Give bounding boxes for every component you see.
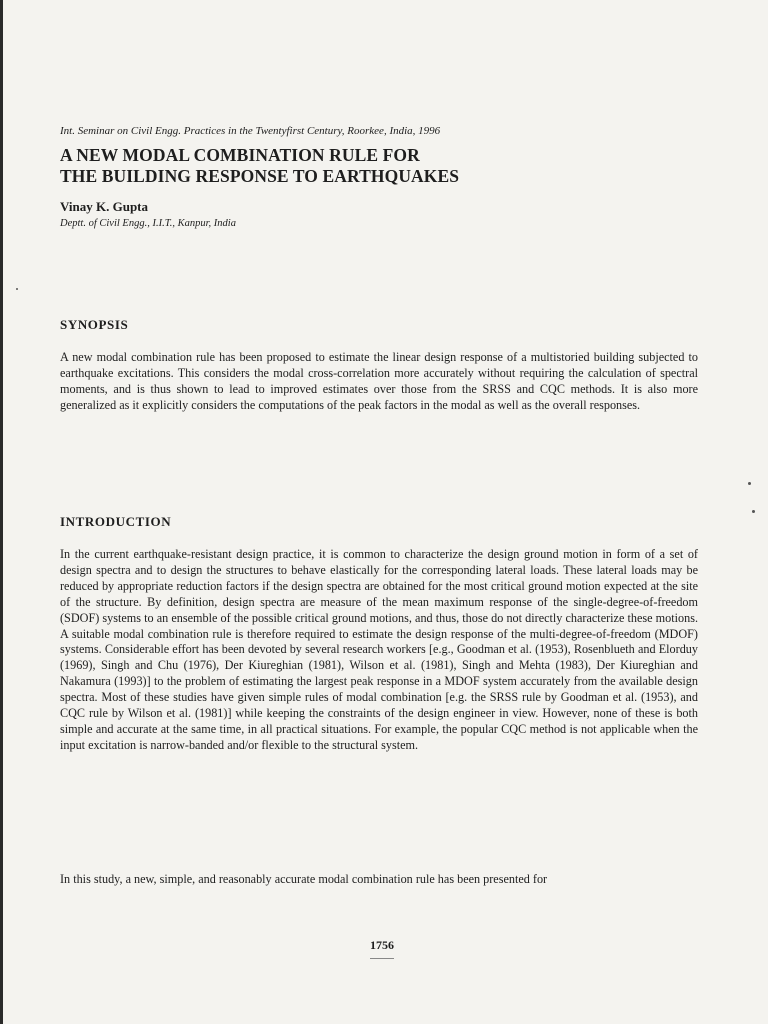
scan-edge-line: [0, 0, 3, 1024]
title-line-2: THE BUILDING RESPONSE TO EARTHQUAKES: [60, 166, 460, 186]
scan-speck: [748, 482, 751, 485]
page-number: 1756: [370, 938, 394, 952]
author-affiliation: Deptt. of Civil Engg., I.I.T., Kanpur, India: [60, 218, 236, 229]
introduction-paragraph-1: In the current earthquake-resistant design practice, it is common to characterize the design ground motion in form of a set of design spectra and to design the structures to behave elastically for the corresponding lateral loads. These lateral loads may be reduced by appropriate reduction factors if the design spectra are obtained for the most critical ground motion expected at the site of the structure. By definition, design spectra are measure of the mean maximum response of the single-degree-of-freedom (SDOF) systems to an ensemble of the possible critical ground motions, and thus, those do not directly characterize these motions. A suitable modal combination rule is therefore required to estimate the design response of the multi-degree-of-freedom (MDOF) systems. Considerable effort has been devoted by several research workers [e.g., Goodman et al. (1953), Rosenblueth and Elorduy (1969), Singh and Chu (1976), Der Kiureghian (1981), Wilson et al. (1981), Singh and Mehta (1983), Der Kiureghian and Nakamura (1993)] to the problem of estimating the largest peak response in a MDOF system accurately from the available design spectra. Most of these studies have given simple rules of modal combination [e.g. the SRSS rule by Goodman et al. (1953), and CQC rule by Wilson et al. (1981)] while keeping the constraints of the design engineer in view. However, none of these is both simple and accurate at the same time, in all practical situations. For example, the popular CQC method is not applicable when the input excitation is narrow-banded and/or flexible to the structural system.: [60, 547, 698, 752]
title-line-1: A NEW MODAL COMBINATION RULE FOR: [60, 145, 420, 165]
synopsis-heading: SYNOPSIS: [60, 317, 129, 332]
paper-title: [60, 145, 459, 187]
introduction-paragraph-2: In this study, a new, simple, and reasonably accurate modal combination rule has been presented for: [60, 872, 548, 886]
synopsis-paragraph: A new modal combination rule has been proposed to estimate the linear design response of a multistoried building subjected to earthquake excitations. This considers the modal cross-correlation more accurately without requiring the calculation of spectral moments, and is thus shown to lead to improved estimates over those from the SRSS and CQC methods. It is also more generalized as it explicitly considers the computations of the peak factors in the modal as well as the overall responses.: [60, 350, 698, 412]
venue-line: Int. Seminar on Civil Engg. Practices in the Twentyfirst Century, Roorkee, India, 1996: [60, 125, 441, 137]
paper-page: [60, 0, 698, 1024]
introduction-heading: INTRODUCTION: [60, 514, 172, 529]
scan-speck: [16, 288, 18, 290]
scan-mark: [370, 958, 394, 959]
author-name: Vinay K. Gupta: [60, 199, 149, 214]
scan-speck: [752, 510, 755, 513]
